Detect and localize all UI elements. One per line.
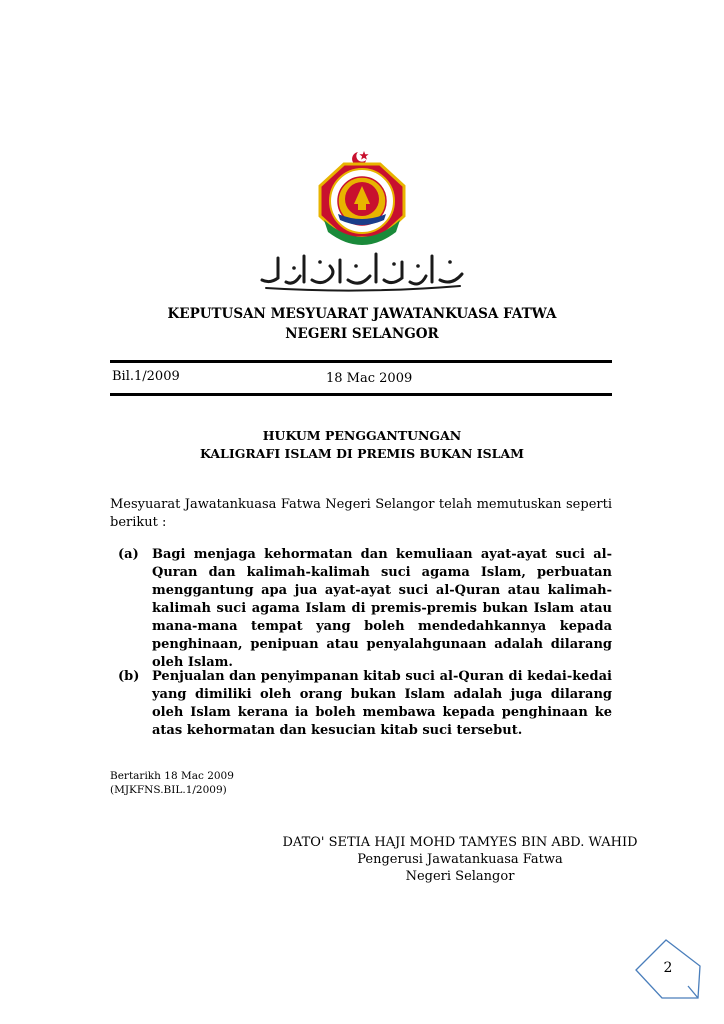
reference-number: Bil.1/2009 — [112, 369, 180, 384]
item-text: Penjualan dan penyimpanan kitab suci al-Quran di kedai-kedai yang dimiliki oleh orang bukan Islam adalah juga dilarang oleh Islam kerana ia boleh membawa kepada penghinaan ke atas kehormatan dan kesucian kitab suci tersebut. — [152, 669, 612, 738]
mufti-selangor-emblem — [314, 150, 410, 250]
intro-paragraph: Mesyuarat Jawatankuasa Fatwa Negeri Selangor telah memutuskan seperti berikut : — [110, 497, 612, 530]
document-title-line1: KEPUTUSAN MESYUARAT JAWATANKUASA FATWA — [167, 306, 557, 322]
top-divider — [110, 360, 612, 363]
page-number: 2 — [663, 960, 673, 976]
decision-item-a — [118, 546, 612, 672]
signatory-role: Pengerusi Jawatankuasa Fatwa — [357, 852, 563, 867]
signatory-org: Negeri Selangor — [405, 869, 515, 884]
decision-item-b — [118, 668, 612, 740]
jawi-calligraphy-icon — [256, 250, 468, 292]
subject-line2: KALIGRAFI ISLAM DI PREMIS BUKAN ISLAM — [200, 446, 524, 461]
document-title-line2: NEGERI SELANGOR — [285, 326, 439, 342]
reference-date: 18 Mac 2009 — [326, 371, 413, 386]
item-text: Bagi menjaga kehormatan dan kemuliaan ayat-ayat suci al-Quran dan kalimah-kalimah suci agama Islam, perbuatan menggantung apa jua ayat-ayat suci al-Quran atau kalimah-kalimah suci agama Islam di premis-premis bukan Islam atau mana-mana tempat yang boleh mendedahkannya kepada penghinaan, penipuan atau penyalahgunaan adalah dilarang oleh Islam. — [152, 547, 612, 670]
dated-note: Bertarikh 18 Mac 2009 — [110, 770, 234, 782]
subject-line1: HUKUM PENGGANTUNGAN — [262, 428, 462, 443]
item-marker: (a) — [118, 547, 139, 562]
reference-code: (MJKFNS.BIL.1/2009) — [110, 784, 227, 796]
item-marker: (b) — [118, 669, 140, 684]
bottom-divider — [110, 393, 612, 396]
signatory-name: DATO' SETIA HAJI MOHD TAMYES BIN ABD. WAHID — [282, 835, 638, 850]
